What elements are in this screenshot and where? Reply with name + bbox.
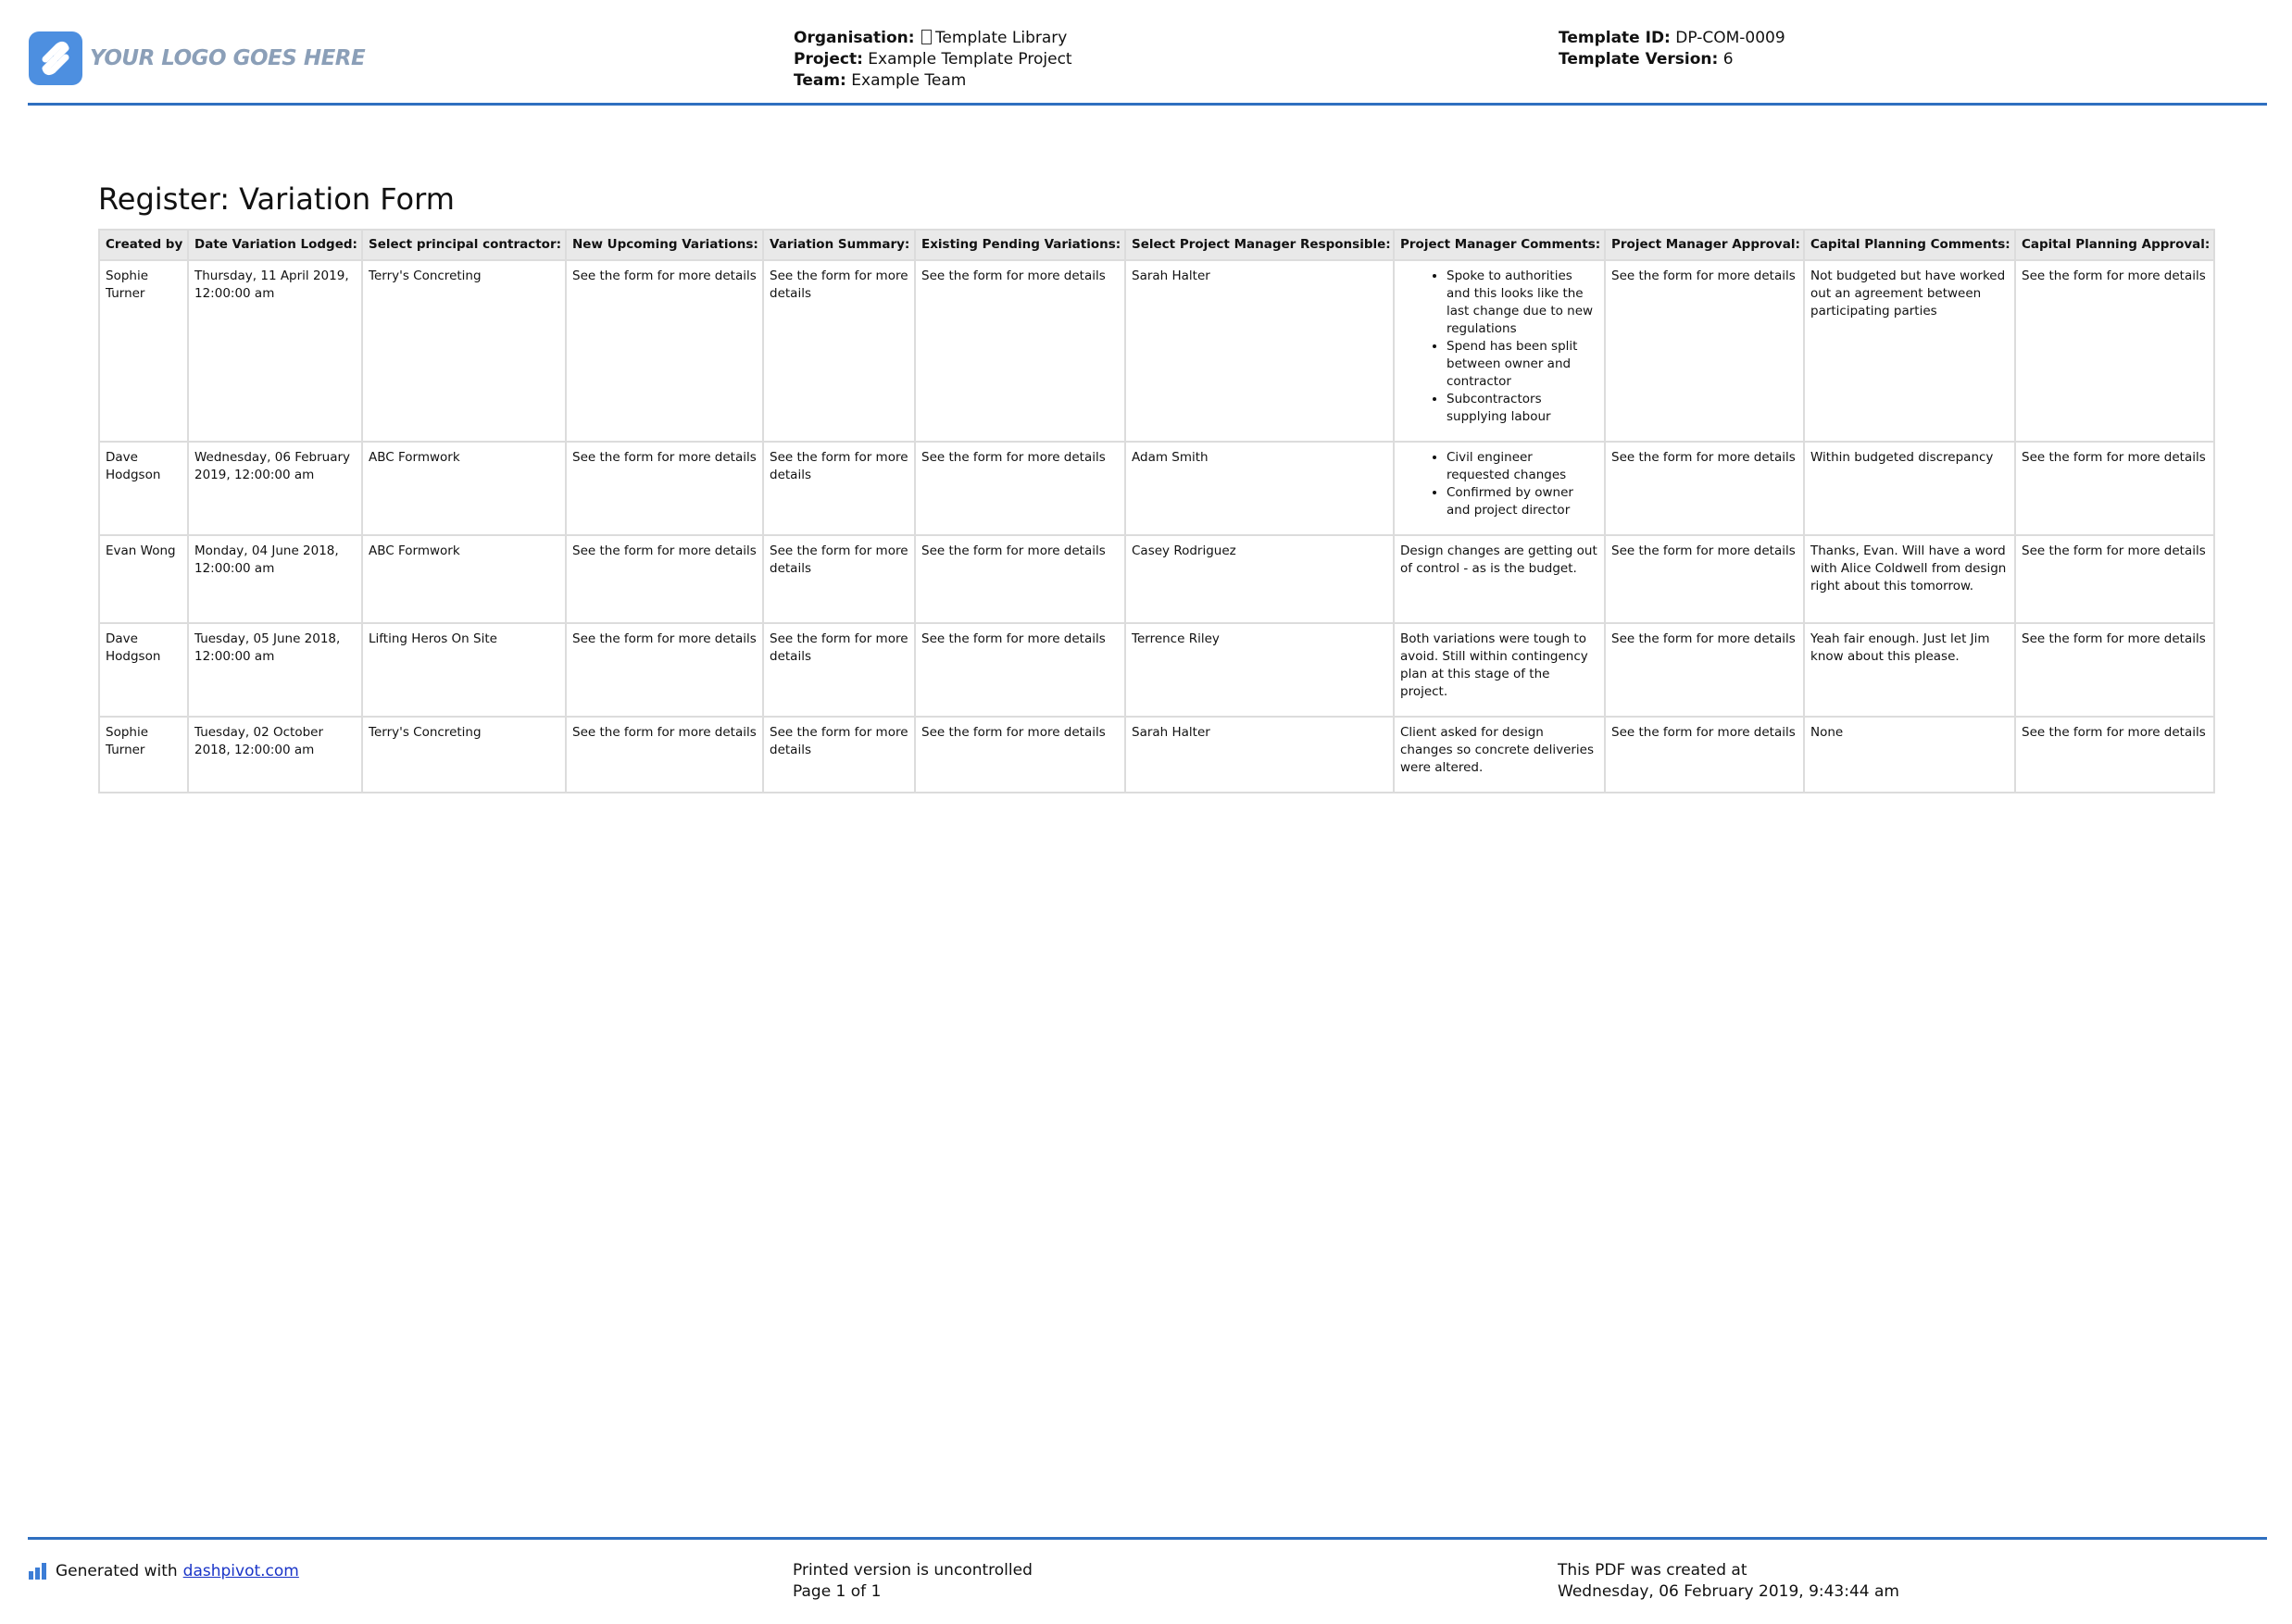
cell-cp-approval: See the form for more details [2015,623,2214,717]
cell-cp-comments: Within budgeted discrepancy [1804,442,2015,535]
cell-created-by: Evan Wong [99,535,188,623]
column-header: Select Project Manager Responsible: [1125,230,1394,260]
cell-summary: See the form for more details [763,260,915,442]
uncontrolled-notice: Printed version is uncontrolled [793,1561,1033,1580]
column-header: Project Manager Approval: [1605,230,1804,260]
cell-pm-comments [1394,442,1605,535]
cell-existing: See the form for more details [915,535,1125,623]
organisation-value: Template Library [934,29,1068,47]
template-version-line: Template Version: 6 [1559,50,1734,69]
cell-new-variations: See the form for more details [566,442,763,535]
cell-pm: Sarah Halter [1125,717,1394,793]
column-header: Select principal contractor: [362,230,566,260]
table-row [99,535,2214,623]
column-header: Created by [99,230,188,260]
cell-pm: Terrence Riley [1125,623,1394,717]
template-id-line: Template ID: DP-COM-0009 [1559,29,1785,47]
generated-with [29,1562,299,1580]
logo-mark-icon [29,31,82,85]
page-header [28,0,2267,106]
cell-pm-comments: Design changes are getting out of control - as is the budget. [1394,535,1605,623]
pm-comments-list [1400,449,1598,519]
cell-summary: See the form for more details [763,442,915,535]
cell-pm: Adam Smith [1125,442,1394,535]
cell-existing: See the form for more details [915,260,1125,442]
column-header: New Upcoming Variations: [566,230,763,260]
cell-pm-approval: See the form for more details [1605,623,1804,717]
generated-label: Generated with [56,1562,178,1580]
created-timestamp: Wednesday, 06 February 2019, 9:43:44 am [1558,1582,1899,1601]
cell-date: Thursday, 11 April 2019, 12:00:00 am [188,260,362,442]
list-item: • Spend has been split between owner and contractor [1447,338,1598,391]
dashpivot-link[interactable]: dashpivot.com [182,1562,299,1580]
variation-register-table [98,229,2215,793]
cell-summary: See the form for more details [763,623,915,717]
list-item: • Subcontractors supplying labour [1447,391,1598,426]
footer-created-info [1558,1560,1899,1603]
page-number: Page 1 of 1 [793,1582,882,1601]
table-row [99,442,2214,535]
cell-cp-approval: See the form for more details [2015,260,2214,442]
cell-cp-approval: See the form for more details [2015,717,2214,793]
cell-pm-approval: See the form for more details [1605,442,1804,535]
column-header: Date Variation Lodged: [188,230,362,260]
pm-comments-list [1400,268,1598,426]
cell-contractor: ABC Formwork [362,535,566,623]
list-item: • Civil engineer requested changes [1447,449,1598,484]
team-value: Example Team [851,71,967,90]
list-item: • Spoke to authorities and this looks like the last change due to new regulations [1447,268,1598,338]
template-id-value: DP-COM-0009 [1675,29,1785,47]
cell-cp-approval: See the form for more details [2015,442,2214,535]
header-meta-project [794,28,1072,92]
dashpivot-chart-icon [29,1563,48,1580]
cell-created-by: Dave Hodgson [99,442,188,535]
cell-new-variations: See the form for more details [566,717,763,793]
page-footer [28,1537,2267,1601]
cell-existing: See the form for more details [915,717,1125,793]
cell-pm-comments [1394,260,1605,442]
table-header-row [99,230,2214,260]
cell-summary: See the form for more details [763,717,915,793]
cell-date: Tuesday, 02 October 2018, 12:00:00 am [188,717,362,793]
project-value: Example Template Project [868,50,1072,69]
cell-cp-comments: Yeah fair enough. Just let Jim know about this please. [1804,623,2015,717]
cell-new-variations: See the form for more details [566,535,763,623]
column-header: Capital Planning Comments: [1804,230,2015,260]
table-row [99,260,2214,442]
company-logo [29,31,365,85]
cell-created-by: Sophie Turner [99,260,188,442]
page-title: Register: Variation Form [98,181,455,217]
list-item: • Confirmed by owner and project director [1447,484,1598,519]
cell-contractor: Terry's Concreting [362,260,566,442]
organisation-icon [921,30,932,44]
cell-date: Wednesday, 06 February 2019, 12:00:00 am [188,442,362,535]
cell-date: Monday, 04 June 2018, 12:00:00 am [188,535,362,623]
logo-text: YOUR LOGO GOES HERE [90,46,366,70]
table-row [99,623,2214,717]
header-meta-template [1559,28,1785,70]
cell-cp-approval: See the form for more details [2015,535,2214,623]
cell-pm-approval: See the form for more details [1605,260,1804,442]
cell-pm-comments: Both variations were tough to avoid. Still within contingency plan at this stage of the project. [1394,623,1605,717]
cell-existing: See the form for more details [915,623,1125,717]
cell-existing: See the form for more details [915,442,1125,535]
cell-cp-comments: None [1804,717,2015,793]
project-line: Project: Example Template Project [794,50,1072,69]
cell-contractor: Lifting Heros On Site [362,623,566,717]
template-version-value: 6 [1722,50,1734,69]
cell-pm-comments: Client asked for design changes so concrete deliveries were altered. [1394,717,1605,793]
cell-contractor: ABC Formwork [362,442,566,535]
footer-print-info [793,1560,1033,1603]
organisation-line: Organisation: Template Library [794,29,1068,47]
column-header: Project Manager Comments: [1394,230,1605,260]
cell-pm-approval: See the form for more details [1605,717,1804,793]
column-header: Capital Planning Approval: [2015,230,2214,260]
cell-created-by: Sophie Turner [99,717,188,793]
cell-cp-comments: Thanks, Evan. Will have a word with Alice Coldwell from design right about this tomorrow. [1804,535,2015,623]
cell-contractor: Terry's Concreting [362,717,566,793]
cell-pm: Casey Rodriguez [1125,535,1394,623]
created-label: This PDF was created at [1558,1561,1747,1580]
cell-pm-approval: See the form for more details [1605,535,1804,623]
cell-summary: See the form for more details [763,535,915,623]
column-header: Existing Pending Variations: [915,230,1125,260]
cell-new-variations: See the form for more details [566,623,763,717]
cell-created-by: Dave Hodgson [99,623,188,717]
cell-pm: Sarah Halter [1125,260,1394,442]
cell-cp-comments: Not budgeted but have worked out an agreement between participating parties [1804,260,2015,442]
column-header: Variation Summary: [763,230,915,260]
cell-date: Tuesday, 05 June 2018, 12:00:00 am [188,623,362,717]
table-row [99,717,2214,793]
team-line: Team: Example Team [794,71,967,90]
cell-new-variations: See the form for more details [566,260,763,442]
